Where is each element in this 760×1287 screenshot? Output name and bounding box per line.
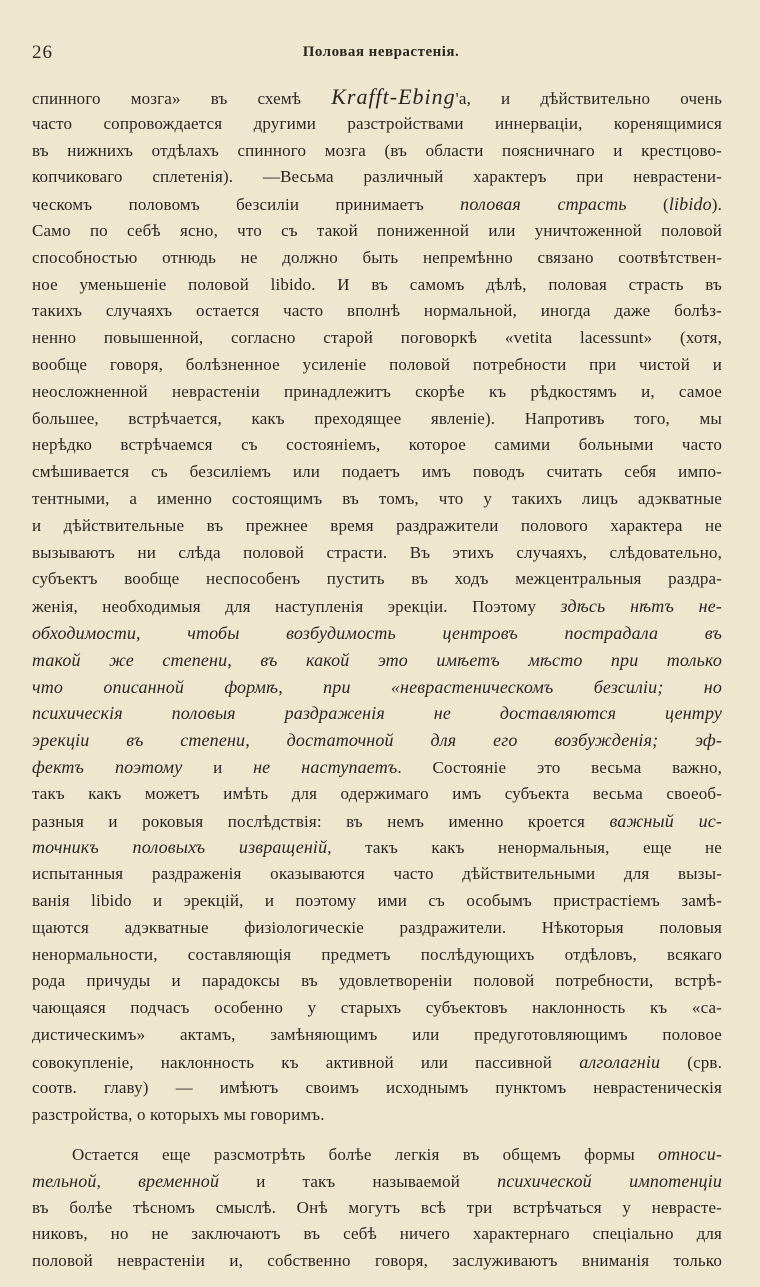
text-line — [32, 915, 722, 942]
text-segment: часто сопровождается другими разстройствами иннерваціи, коренящимися — [32, 113, 722, 133]
text-line — [32, 540, 722, 567]
text-segment: рода причуды и парадоксы въ удовлетвореніи половой потребности, встрѣ- — [32, 971, 722, 991]
text-line — [32, 352, 722, 379]
text-segment: въ нижнихъ отдѣлахъ спинного мозга (въ области поясничнаго и крестцово- — [32, 140, 722, 160]
text-line — [32, 566, 722, 593]
text-segment: разстройства, о которыхъ мы говоримъ. — [32, 1105, 325, 1125]
text-line — [32, 754, 722, 781]
text-line — [32, 486, 722, 513]
text-segment: способностью отнюдь не должно быть непремѣнно связано соотвѣтствен- — [32, 247, 722, 267]
emphasized-text: такой же степени, въ какой это имѣетъ мѣсто при только — [32, 649, 722, 670]
emphasized-text: половая страсть — [460, 194, 627, 215]
text-line — [32, 1248, 722, 1275]
text-segment: Остается еще разсмотрѣть болѣе легкія въ общемъ формы — [72, 1145, 659, 1165]
text-line — [32, 1049, 722, 1076]
text-line — [32, 861, 722, 888]
emphasized-text: временной — [138, 1170, 220, 1191]
emphasized-text: Krafft-Ebing — [331, 84, 456, 109]
text-segment: нерѣдко встрѣчаемся съ состояніемъ, которое самими больными часто — [32, 435, 722, 455]
text-segment: (срв. — [660, 1052, 722, 1072]
text-segment: . Состояніе это весьма важно, — [397, 757, 722, 777]
text-line — [32, 888, 722, 915]
text-segment: разныя и роковыя послѣдствія: въ немъ именно кроется — [32, 811, 610, 831]
text-segment: вызываютъ ни слѣда половой страсти. Въ этихъ случаяхъ, слѣдовательно, — [32, 542, 722, 562]
emphasized-text: эрекціи въ степени, достаточной для его возбужденія; эф- — [32, 730, 722, 751]
running-title: Половая неврастенія. — [302, 44, 460, 60]
emphasized-text: точникъ половыхъ извращеній — [32, 837, 328, 858]
text-segment: чающаяся подчасъ особенно у старыхъ субъектовъ наклонность къ «са- — [32, 998, 722, 1018]
text-segment: , такъ какъ ненормальныя, еще не — [327, 838, 722, 858]
text-line — [32, 513, 722, 540]
text-segment: соотв. главу) — имѣютъ своимъ исходнымъ пунктомъ неврастеническія — [32, 1078, 722, 1098]
text-line — [32, 272, 722, 299]
text-line — [32, 834, 722, 861]
text-segment: копчиковаго сплетенія). —Весьма различный характеръ при неврастени- — [32, 167, 722, 187]
text-segment: ( — [626, 195, 669, 215]
text-line — [32, 138, 722, 165]
text-segment: женія, необходимыя для наступленія эрекціи. Поэтому — [32, 597, 561, 617]
text-line — [32, 620, 722, 647]
text-segment: дистическимъ» актамъ, замѣняющимъ или предуготовляющимъ половое — [32, 1024, 722, 1044]
text-line — [32, 808, 722, 835]
text-line — [32, 191, 722, 218]
text-segment: совокупленіе, наклонность къ активной или пассивной — [32, 1052, 580, 1072]
text-segment: и дѣйствительные въ прежнее время раздражители полового характера не — [32, 515, 722, 535]
text-line — [32, 1022, 722, 1049]
text-line — [32, 781, 722, 808]
text-line — [32, 1102, 722, 1129]
text-line — [32, 111, 722, 138]
text-segment: Само по себѣ ясно, что съ такой пониженной или уничтоженной половой — [32, 220, 722, 240]
text-line — [32, 968, 722, 995]
text-line — [32, 674, 722, 701]
text-segment: субъектъ вообще неспособенъ пустить въ ходъ межцентральныя раздра- — [32, 569, 722, 589]
emphasized-text: алголагніи — [579, 1051, 661, 1072]
text-segment: ненормальности, составляющія предметъ послѣдующихъ отдѣловъ, всякаго — [32, 944, 722, 964]
paragraph-gap — [32, 1129, 722, 1141]
text-line — [32, 1141, 722, 1168]
text-line — [32, 942, 722, 969]
text-segment: испытанныя раздраженія оказываются часто дѣйствительными для вызы- — [32, 864, 722, 884]
emphasized-text: тельной — [32, 1170, 97, 1191]
text-line — [32, 379, 722, 406]
body-text — [32, 84, 722, 1275]
emphasized-text: психической импотенціи — [497, 1170, 722, 1191]
page-header — [32, 40, 730, 70]
text-segment: вообще говоря, болѣзненное усиленіе половой потребности при чистой и — [32, 354, 722, 374]
text-segment: смѣшивается съ безсиліемъ или подаетъ имъ поводъ считать себя импо- — [32, 462, 722, 482]
emphasized-text: относи- — [658, 1144, 722, 1165]
emphasized-text: психическія половыя раздраженія не доставляются центру — [32, 703, 722, 724]
text-line — [32, 700, 722, 727]
text-line — [32, 218, 722, 245]
text-segment: ческомъ половомъ безсиліи принимаетъ — [32, 195, 461, 215]
emphasized-text: обходимости, чтобы возбудимость центровъ пострадала въ — [32, 622, 722, 643]
text-segment: большее, встрѣчается, какъ преходящее явленіе). Напротивъ того, мы — [32, 408, 722, 428]
text-line — [32, 325, 722, 352]
emphasized-text: здѣсь нѣтъ не- — [560, 596, 722, 617]
text-segment: половой неврастеніи и, собственно говоря, заслуживаютъ вниманія только — [32, 1251, 722, 1271]
text-segment: ). — [711, 195, 722, 215]
text-line — [32, 84, 722, 111]
text-line — [32, 432, 722, 459]
text-segment: ванія libido и эрекцій, и поэтому ими съ особымъ пристрастіемъ замѣ- — [32, 890, 722, 910]
text-line — [32, 298, 722, 325]
text-line — [32, 995, 722, 1022]
text-line — [32, 1075, 722, 1102]
text-line — [32, 245, 722, 272]
text-line — [32, 1221, 722, 1248]
text-line — [32, 164, 722, 191]
text-segment: 'а, и дѣйствительно очень — [455, 89, 722, 108]
text-segment: такихъ случаяхъ остается часто вполнѣ нормальной, иногда даже болѣз- — [32, 301, 722, 321]
emphasized-text: фектъ поэтому — [32, 756, 183, 777]
text-segment: щаются адэкватные физіологическіе раздражители. Нѣкоторыя половыя — [32, 917, 722, 937]
text-segment: спинного мозга» въ схемѣ — [32, 89, 332, 108]
emphasized-text: что описанной формѣ, при «неврастеническомъ безсиліи; но — [32, 676, 722, 697]
text-segment: и такъ называемой — [219, 1171, 498, 1191]
text-segment: никовъ, но не заключаютъ въ себѣ ничего характернаго спеціально для — [32, 1224, 722, 1244]
text-line — [32, 406, 722, 433]
text-line — [32, 593, 722, 620]
text-line — [32, 1195, 722, 1222]
page-number: 26 — [32, 42, 53, 63]
text-line — [32, 727, 722, 754]
text-segment: ное уменьшеніе половой libido. И въ самомъ дѣлѣ, половая страсть въ — [32, 274, 722, 294]
text-segment: неосложненной неврастеніи принадлежитъ скорѣе къ рѣдкостямъ и, самое — [32, 381, 722, 401]
text-segment: и — [182, 757, 254, 777]
text-segment: ненно повышенной, согласно старой поговоркѣ «vetita lacessunt» (хотя, — [32, 328, 722, 348]
text-segment: , — [96, 1171, 139, 1191]
text-segment: тентными, а именно состоящимъ въ томъ, что у такихъ лицъ адэкватные — [32, 488, 722, 508]
text-line — [32, 647, 722, 674]
emphasized-text: важный ис- — [609, 810, 722, 831]
text-line — [32, 459, 722, 486]
text-line — [32, 1168, 722, 1195]
emphasized-text: не наступаетъ — [253, 756, 398, 777]
text-segment: такъ какъ можетъ имѣть для одержимаго имъ субъекта весьма своеоб- — [32, 783, 722, 803]
text-segment: въ болѣе тѣсномъ смыслѣ. Онѣ могутъ всѣ три встрѣчаться у неврасте- — [32, 1197, 722, 1217]
emphasized-text: libido — [668, 194, 712, 215]
